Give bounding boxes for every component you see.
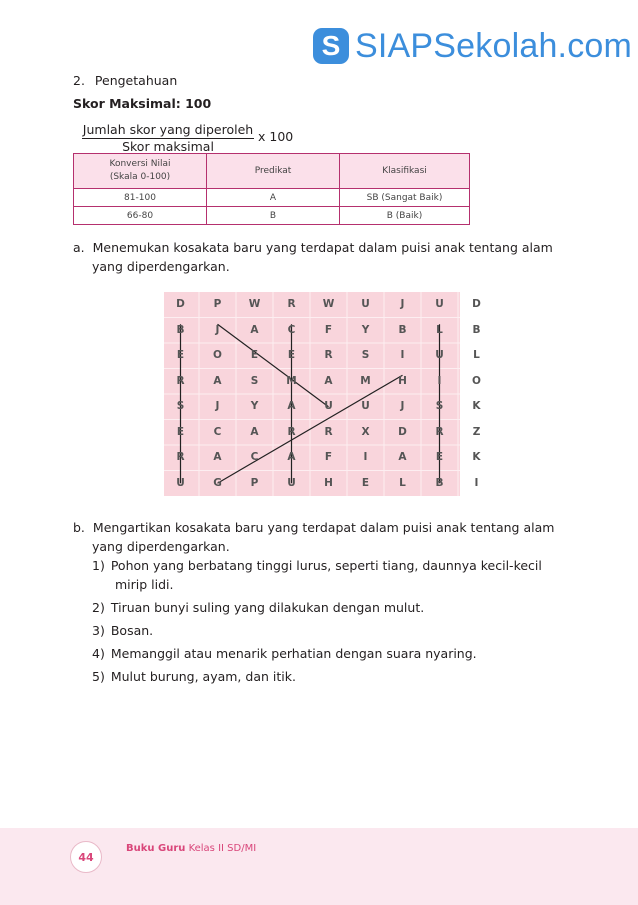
part-a-text: a. Menemukan kosakata baru yang terdapat dalam puisi anak tentang alam yang diperdengarkan. [73, 240, 553, 274]
grid-letter: O [472, 374, 481, 387]
list-item: 2) Tiruan bunyi suling yang dilakukan dengan mulut. [92, 600, 425, 615]
grid-letter: B [472, 323, 481, 336]
grid-letter: Y [361, 323, 370, 336]
grid-letter: U [176, 476, 185, 489]
logo-badge: S [313, 28, 349, 64]
grid-letter: F [324, 323, 333, 336]
page-number: 44 [70, 841, 102, 873]
site-logo [313, 24, 632, 68]
grid-letter: R [176, 451, 185, 463]
grid-letter: R [287, 298, 296, 310]
grid-letter: P [250, 476, 259, 489]
grid-letter: U [435, 298, 444, 310]
score-conversion-table [73, 153, 470, 225]
table-header-row [74, 154, 470, 189]
grid-letter: U [435, 349, 444, 361]
grid-letter: U [361, 400, 370, 412]
grid-letter: Z [472, 425, 481, 438]
grid-letter: A [287, 451, 296, 463]
grid-letter: S [361, 349, 370, 361]
definition-list: 1) Pohon yang berbatang tinggi lurus, seperti tiang, daunnya kecil-kecil mirip lidi. 2) Tiruan bunyi suling yang dilakukan dengan mulut. 3) Bosan. 4) Memanggil atau menarik perhatian dengan suara nyaring. 5) Mulut burung, ayam, dan itik. [92, 556, 572, 686]
grid-letter: J [400, 400, 405, 412]
formula-multiplier: x 100 [258, 129, 294, 144]
grid-letter: R [176, 374, 185, 387]
grid-letter: I [400, 349, 405, 361]
grid-letter: B [176, 323, 185, 336]
grid-letter: M [286, 374, 297, 387]
grid-letter: A [213, 374, 222, 387]
formula-numerator: Jumlah skor yang diperoleh [82, 122, 254, 137]
grid-letter: K [472, 451, 481, 463]
grid-letter: H [398, 374, 407, 387]
grid-letter: E [435, 451, 444, 463]
part-b-label: b. [73, 520, 85, 535]
grid-letter: E [176, 349, 185, 361]
section-number: 2. [73, 73, 85, 88]
grid-letter: I [474, 476, 479, 489]
grid-letter: C [213, 425, 222, 438]
grid-letter: Y [250, 400, 259, 412]
grid-letter: X [361, 425, 370, 438]
grid-letter: B [435, 476, 444, 489]
formula-denominator: Skor maksimal [122, 139, 214, 154]
header-predikat: Predikat [207, 154, 340, 189]
grid-letter: K [472, 400, 481, 412]
grid-letter: U [287, 476, 296, 489]
grid-letter: A [287, 400, 296, 412]
part-b-text: b. Mengartikan kosakata baru yang terdapat dalam puisi anak tentang alam yang diperdengarkan. [73, 520, 555, 554]
grid-letter: P [213, 298, 222, 310]
grid-letter: M [360, 374, 371, 387]
grid-letter: C [250, 451, 259, 463]
list-item: 4) Memanggil atau menarik perhatian dengan suara nyaring. [92, 646, 477, 661]
grid-letter: A [250, 425, 259, 438]
grid-letter: J [400, 298, 405, 310]
grid-letter: H [324, 476, 333, 489]
header-konversi: Konversi Nilai (Skala 0-100) [74, 154, 207, 189]
logo-text: SIAPSekolah.com [355, 26, 633, 65]
grid-letter: J [215, 323, 220, 336]
grid-letter: G [213, 476, 222, 489]
section-title: Pengetahuan [94, 73, 178, 88]
footer-book-title: Buku Guru Kelas II SD/MI [126, 843, 257, 854]
table-row: 66-80 B B (Baik) [74, 207, 470, 225]
grid-letter: B [398, 323, 407, 336]
grid-letter: D [472, 298, 481, 310]
grid-letter: W [322, 298, 335, 310]
grid-letter: E [176, 425, 185, 438]
grid-letter: S [250, 374, 259, 387]
grid-letter: E [361, 476, 370, 489]
section-heading [73, 73, 177, 88]
grid-letter: W [248, 298, 261, 310]
list-item: 3) Bosan. [92, 623, 154, 638]
grid-letter: R [324, 425, 333, 438]
grid-letter: L [436, 323, 443, 336]
grid-letter: F [324, 451, 333, 463]
grid-letter: I [437, 374, 442, 387]
grid-letter: R [324, 349, 333, 361]
grid-letter: A [398, 451, 407, 463]
grid-letter: E [287, 349, 296, 361]
grid-letter: U [324, 400, 333, 412]
list-item: 1) Pohon yang berbatang tinggi lurus, seperti tiang, daunnya kecil-kecil [92, 558, 542, 573]
grid-letter: C [287, 323, 296, 336]
max-score: Skor Maksimal: 100 [73, 96, 212, 111]
grid-letter: A [213, 451, 222, 463]
table-row: 81-100 A SB (Sangat Baik) [74, 189, 470, 207]
grid-letter: S [176, 400, 185, 412]
part-a-label: a. [73, 240, 85, 255]
grid-letter: U [361, 298, 370, 310]
grid-letter: D [176, 298, 185, 310]
grid-letter: E [250, 349, 259, 361]
grid-letter: J [215, 400, 220, 412]
header-klasifikasi: Klasifikasi [340, 154, 470, 189]
grid-letter: A [324, 374, 333, 387]
list-item: 5) Mulut burung, ayam, dan itik. [92, 669, 296, 684]
grid-letter: S [435, 400, 444, 412]
grid-letter: O [213, 349, 222, 361]
grid-letter: I [363, 451, 368, 463]
grid-letter: R [435, 425, 444, 438]
grid-letter: A [250, 323, 259, 336]
grid-letter: L [399, 476, 406, 489]
grid-letter: D [398, 425, 407, 438]
word-search-grid [164, 292, 481, 496]
grid-letter: L [473, 349, 480, 361]
grid-letter: R [287, 425, 296, 438]
